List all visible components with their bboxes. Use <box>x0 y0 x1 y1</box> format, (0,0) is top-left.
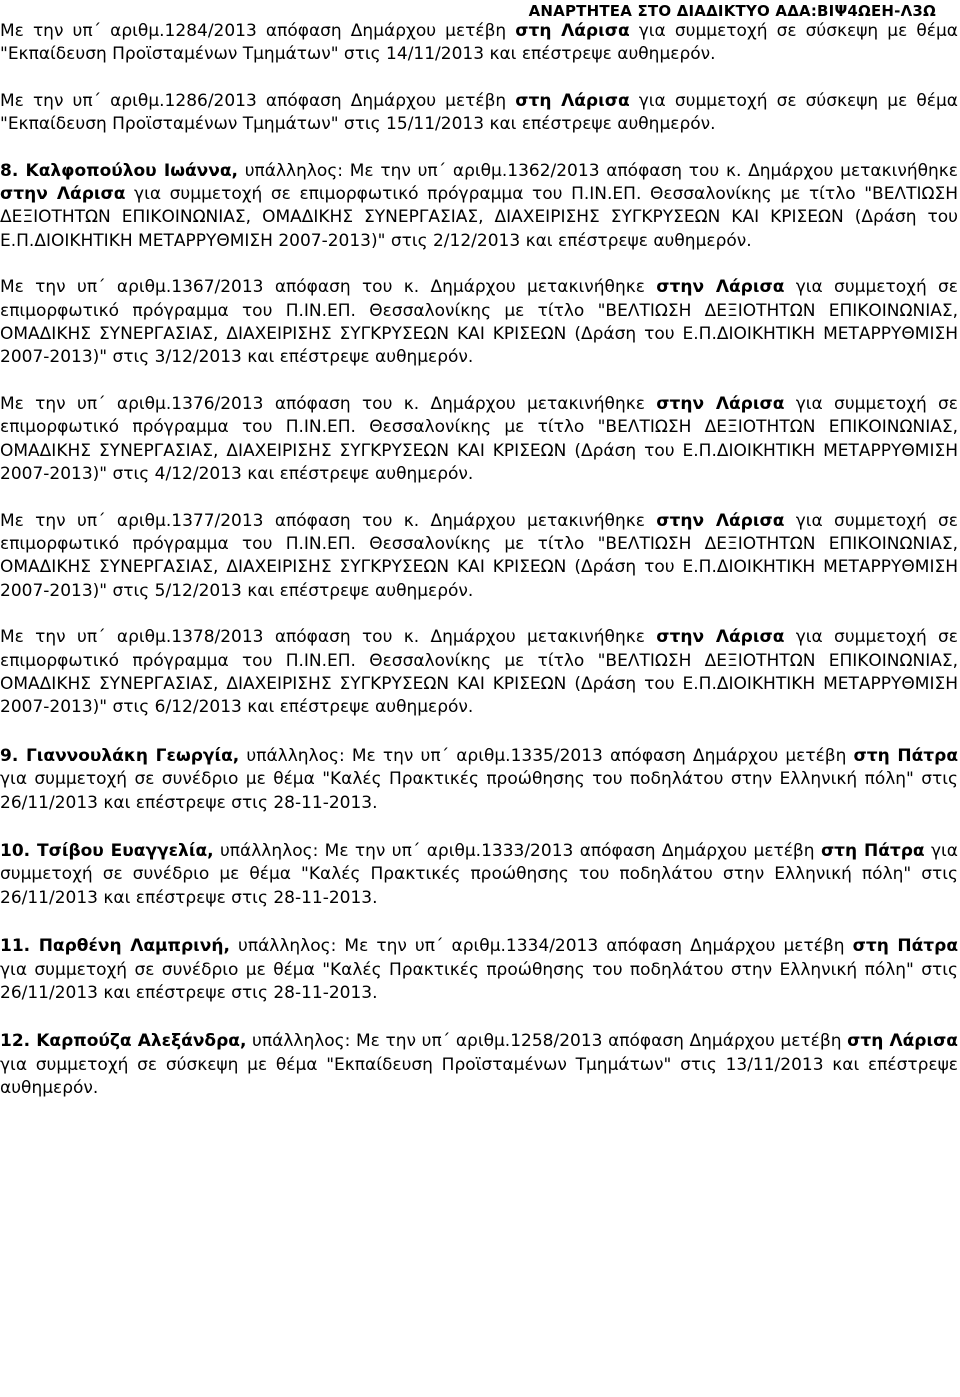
destination: στην Λάρισα <box>656 510 785 531</box>
paragraph-item-12: 12. Καρπούζα Αλεξάνδρα, υπάλληλος: Με την υπ΄ αριθμ.1258/2013 απόφαση Δημάρχου μετέβη στη Λάρισα για συμμετοχή σε σύσκεψη με θέμα "Εκπαίδευση Προϊσταμένων Τμημάτων" στις 13/11/2013 και επέστρεψε αυθημερόν. <box>0 1031 958 1099</box>
employee-name: 10. Τσίβου Ευαγγελία, <box>0 840 214 861</box>
employee-name: 12. Καρπούζα Αλεξάνδρα, <box>0 1031 247 1052</box>
document-body <box>0 20 958 1101</box>
destination: στην Λάρισα <box>0 184 126 205</box>
paragraph-item-9: 9. Γιαννουλάκη Γεωργία, υπάλληλος: Με την υπ΄ αριθμ.1335/2013 απόφαση Δημάρχου μετέβη στη Πάτρα για συμμετοχή σε συνέδριο με θέμα "Καλές Πρακτικές προώθησης του ποδηλάτου στην Ελληνική πόλη" στις 26/11/2013 και επέστρεψε στις 28-11-2013. <box>0 745 958 813</box>
paragraph-1377: Με την υπ΄ αριθμ.1377/2013 απόφαση του κ. Δημάρχου μετακινήθηκε στην Λάρισα για συμμετοχή σε επιμορφωτικό πρόγραμμα του Π.ΙΝ.ΕΠ. Θεσσαλονίκης με τίτλο "ΒΕΛΤΙΩΣΗ ΔΕΞΙΟΤΗΤΩΝ ΕΠΙΚΟΙΝΩΝΙΑΣ, ΟΜΑΔΙΚΗΣ ΣΥΝΕΡΓΑΣΙΑΣ, ΔΙΑΧΕΙΡΙΣΗΣ ΣΥΓΚΡΥΣΕΩΝ ΚΑΙ ΚΡΙΣΕΩΝ (Δράση του Ε.Π.ΔΙΟΙΚΗΤΙΚΗ ΜΕΤΑΡΡΥΘΜΙΣΗ 2007-2013)" στις 5/12/2013 και επέστρεψε αυθημερόν. <box>0 510 958 601</box>
paragraph-1378: Με την υπ΄ αριθμ.1378/2013 απόφαση του κ. Δημάρχου μετακινήθηκε στην Λάρισα για συμμετοχή σε επιμορφωτικό πρόγραμμα του Π.ΙΝ.ΕΠ. Θεσσαλονίκης με τίτλο "ΒΕΛΤΙΩΣΗ ΔΕΞΙΟΤΗΤΩΝ ΕΠΙΚΟΙΝΩΝΙΑΣ, ΟΜΑΔΙΚΗΣ ΣΥΝΕΡΓΑΣΙΑΣ, ΔΙΑΧΕΙΡΙΣΗΣ ΣΥΓΚΡΥΣΕΩΝ ΚΑΙ ΚΡΙΣΕΩΝ (Δράση του Ε.Π.ΔΙΟΙΚΗΤΙΚΗ ΜΕΤΑΡΡΥΘΜΙΣΗ 2007-2013)" στις 6/12/2013 και επέστρεψε αυθημερόν. <box>0 627 958 718</box>
destination: στη Πάτρα <box>820 840 925 861</box>
destination: στην Λάρισα <box>656 277 785 298</box>
paragraph-1376: Με την υπ΄ αριθμ.1376/2013 απόφαση του κ. Δημάρχου μετακινήθηκε στην Λάρισα για συμμετοχή σε επιμορφωτικό πρόγραμμα του Π.ΙΝ.ΕΠ. Θεσσαλονίκης με τίτλο "ΒΕΛΤΙΩΣΗ ΔΕΞΙΟΤΗΤΩΝ ΕΠΙΚΟΙΝΩΝΙΑΣ, ΟΜΑΔΙΚΗΣ ΣΥΝΕΡΓΑΣΙΑΣ, ΔΙΑΧΕΙΡΙΣΗΣ ΣΥΓΚΡΥΣΕΩΝ ΚΑΙ ΚΡΙΣΕΩΝ (Δράση του Ε.Π.ΔΙΟΙΚΗΤΙΚΗ ΜΕΤΑΡΡΥΘΜΙΣΗ 2007-2013)" στις 4/12/2013 και επέστρεψε αυθημερόν. <box>0 393 958 485</box>
employee-name: 8. Καλφοπούλου Ιωάννα, <box>0 160 238 181</box>
paragraph-item-11: 11. Παρθένη Λαμπρινή, υπάλληλος: Με την υπ΄ αριθμ.1334/2013 απόφαση Δημάρχου μετέβη στη Πάτρα για συμμετοχή σε συνέδριο με θέμα "Καλές Πρακτικές προώθησης του ποδηλάτου στην Ελληνική πόλη" στις 26/11/2013 και επέστρεψε στις 28-11-2013. <box>0 936 959 1003</box>
employee-name: 11. Παρθένη Λαμπρινή, <box>0 936 230 957</box>
destination: στη Λάρισα <box>515 90 630 111</box>
destination: στην Λάρισα <box>656 393 785 414</box>
destination: στη Πάτρα <box>852 936 959 957</box>
paragraph-1284: Με την υπ΄ αριθμ.1284/2013 απόφαση Δημάρχου μετέβη στη Λάρισα για συμμετοχή σε σύσκεψη με θέμα "Εκπαίδευση Προϊσταμένων Τμημάτων" στις 14/11/2013 και επέστρεψε αυθημερόν. <box>0 21 958 65</box>
paragraph-item-8: 8. Καλφοπούλου Ιωάννα, υπάλληλος: Με την υπ΄ αριθμ.1362/2013 απόφαση του κ. Δημάρχου μετακινήθηκε στην Λάρισα για συμμετοχή σε επιμορφωτικό πρόγραμμα του Π.ΙΝ.ΕΠ. Θεσσαλονίκης με τίτλο "ΒΕΛΤΙΩΣΗ ΔΕΞΙΟΤΗΤΩΝ ΕΠΙΚΟΙΝΩΝΙΑΣ, ΟΜΑΔΙΚΗΣ ΣΥΝΕΡΓΑΣΙΑΣ, ΔΙΑΧΕΙΡΙΣΗΣ ΣΥΓΚΡΥΣΕΩΝ ΚΑΙ ΚΡΙΣΕΩΝ (Δράση του Ε.Π.ΔΙΟΙΚΗΤΙΚΗ ΜΕΤΑΡΡΥΘΜΙΣΗ 2007-2013)" στις 2/12/2013 και επέστρεψε αυθημερόν. <box>0 160 958 251</box>
destination: στη Λάρισα <box>847 1031 958 1052</box>
page-header: ΑΝΑΡΤΗΤΕΑ ΣΤΟ ΔΙΑΔΙΚΤΥΟ ΑΔΑ:ΒΙΨ4ΩΕΗ-Λ3Ω <box>528 2 936 20</box>
employee-name: 9. Γιαννουλάκη Γεωργία, <box>0 745 240 766</box>
paragraph-item-10: 10. Τσίβου Ευαγγελία, υπάλληλος: Με την υπ΄ αριθμ.1333/2013 απόφαση Δημάρχου μετέβη στη Πάτρα για συμμετοχή σε συνέδριο με θέμα "Καλές Πρακτικές προώθησης του ποδηλάτου στην Ελληνική πόλη" στις 26/11/2013 και επέστρεψε στις 28-11-2013. <box>0 840 959 908</box>
destination: στη Λάρισα <box>515 21 630 41</box>
destination: στην Λάρισα <box>656 627 785 648</box>
paragraph-1286: Με την υπ΄ αριθμ.1286/2013 απόφαση Δημάρχου μετέβη στη Λάρισα για συμμετοχή σε σύσκεψη με θέμα "Εκπαίδευση Προϊσταμένων Τμημάτων" στις 15/11/2013 και επέστρεψε αυθημερόν. <box>0 90 958 135</box>
paragraph-1367: Με την υπ΄ αριθμ.1367/2013 απόφαση του κ. Δημάρχου μετακινήθηκε στην Λάρισα για συμμετοχή σε επιμορφωτικό πρόγραμμα του Π.ΙΝ.ΕΠ. Θεσσαλονίκης με τίτλο "ΒΕΛΤΙΩΣΗ ΔΕΞΙΟΤΗΤΩΝ ΕΠΙΚΟΙΝΩΝΙΑΣ, ΟΜΑΔΙΚΗΣ ΣΥΝΕΡΓΑΣΙΑΣ, ΔΙΑΧΕΙΡΙΣΗΣ ΣΥΓΚΡΥΣΕΩΝ ΚΑΙ ΚΡΙΣΕΩΝ (Δράση του Ε.Π.ΔΙΟΙΚΗΤΙΚΗ ΜΕΤΑΡΡΥΘΜΙΣΗ 2007-2013)" στις 3/12/2013 και επέστρεψε αυθημερόν. <box>0 277 958 368</box>
destination: στη Πάτρα <box>853 745 958 766</box>
